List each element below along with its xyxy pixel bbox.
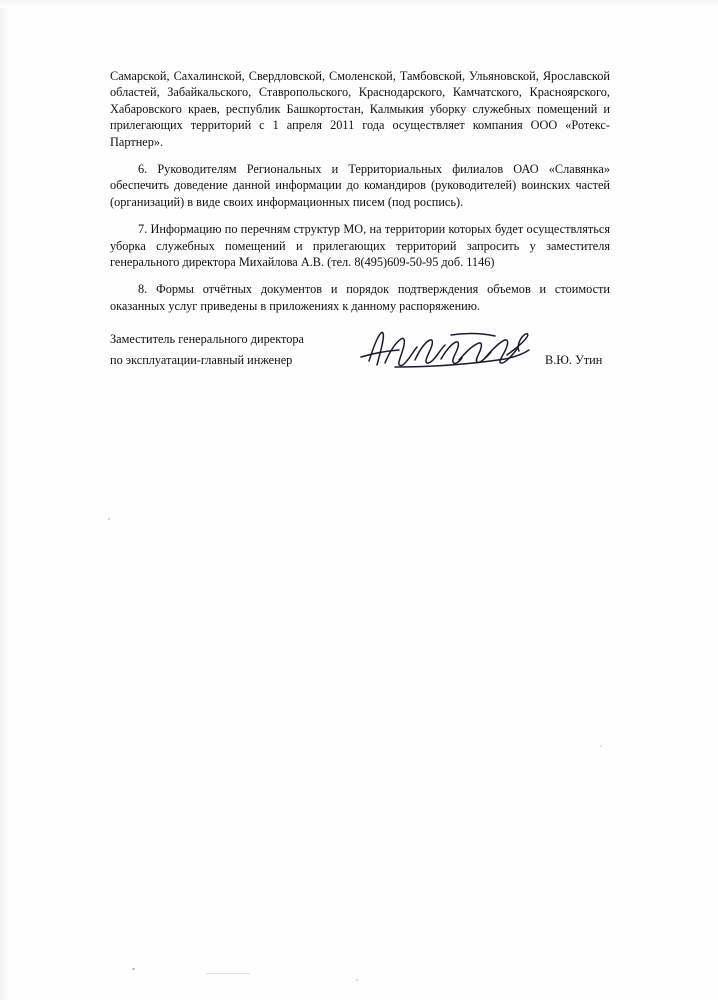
signature-title-line-2: по эксплуатации-главный инженер [110,353,293,367]
signature-block [110,330,620,370]
paragraph-item-8: 8. Формы отчётных документов и порядок подтверждения объемов и стоимости оказанных услуг приведены в приложениях к данному распоряжению. [110,282,610,313]
scan-artifact [132,968,135,970]
signature-title-line-1: Заместитель генерального директора [110,332,304,346]
paragraph-regions: Самарской, Сахалинской, Свердловской, Смоленской, Тамбовской, Ульяновской, Ярославской областей, Забайкальского, Ставропольского, Краснодарского, Камчатского, Красноярского, Хабаровского краев, республик Башкортостан, Калмыкия уборку служебных помещений и прилегающих территорий с 1 апреля 2011 года осуществляет компания ООО «Ротекс-Партнер». [110,69,610,149]
scan-artifact [108,518,110,520]
document-body [110,68,610,314]
scan-artifact [600,745,602,747]
paragraph-item-7: 7. Информацию по перечням структур МО, на территории которых будет осуществляться уборка служебных помещений и прилегающих территорий запросить у заместителя генерального директора Михайлова А.В. (тел. 8(495)609-50-95 доб. 1146) [110,222,610,270]
signature-row [110,351,620,370]
signer-name: В.Ю. Утин [545,353,603,367]
scan-artifact [356,979,358,981]
scan-artifact [206,973,250,974]
page-edge-shading-left [0,0,10,1000]
page-edge-shading-top [0,0,718,8]
paragraph-item-6: 6. Руководителям Региональных и Территориальных филиалов ОАО «Славянка» обеспечить доведение данной информации до командиров (руководителей) воинских частей (организаций) в виде своих информационных писем (под роспись). [110,162,610,209]
